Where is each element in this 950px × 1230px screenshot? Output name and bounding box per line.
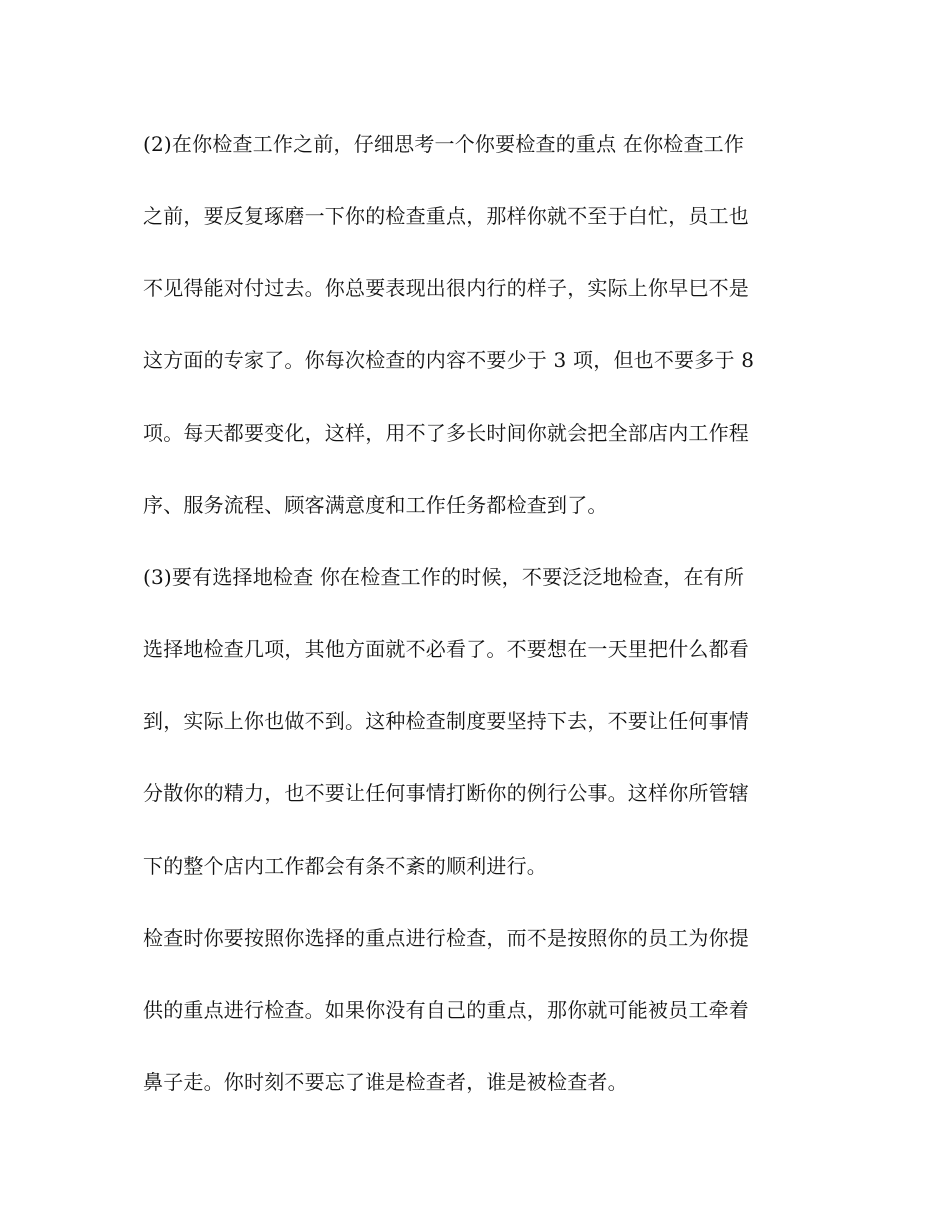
text-line: 检查时你要按照你选择的重点进行检查，而不是按照你的员工为你提 (143, 926, 749, 950)
text-line: 不见得能对付过去。你总要表现出很内行的样子，实际上你早巳不是 (143, 276, 749, 300)
text-line: 供的重点进行检查。如果你没有自己的重点，那你就可能被员工牵着 (143, 998, 749, 1022)
text-line: 分散你的精力，也不要让任何事情打断你的例行公事。这样你所管辖 (143, 781, 749, 805)
text-line: 这方面的专家了。你每次检查的内容不要少于 3 项，但也不要多于 8 (143, 348, 755, 372)
text-line: 选择地检查几项，其他方面就不必看了。不要想在一天里把什么都看 (143, 637, 749, 661)
text-line: 序、服务流程、顾客满意度和工作任务都检查到了。 (143, 493, 608, 517)
text-line: 鼻子走。你时刻不要忘了谁是检查者，谁是被检查者。 (143, 1070, 628, 1094)
text-line: 下的整个店内工作都会有条不紊的顺利进行。 (143, 854, 547, 878)
text-line: 项。每天都要变化，这样，用不了多长时间你就会把全部店内工作程 (143, 421, 749, 445)
text-line: (2)在你检查工作之前，仔细思考一个你要检查的重点 在你检查工作 (143, 132, 745, 156)
text-line: (3)要有选择地检查 你在检查工作的时候，不要泛泛地检查，在有所 (143, 565, 745, 589)
text-line: 之前，要反复琢磨一下你的检查重点，那样你就不至于白忙，员工也 (143, 204, 749, 228)
text-line: 到，实际上你也做不到。这种检查制度要坚持下去，不要让任何事情 (143, 709, 749, 733)
